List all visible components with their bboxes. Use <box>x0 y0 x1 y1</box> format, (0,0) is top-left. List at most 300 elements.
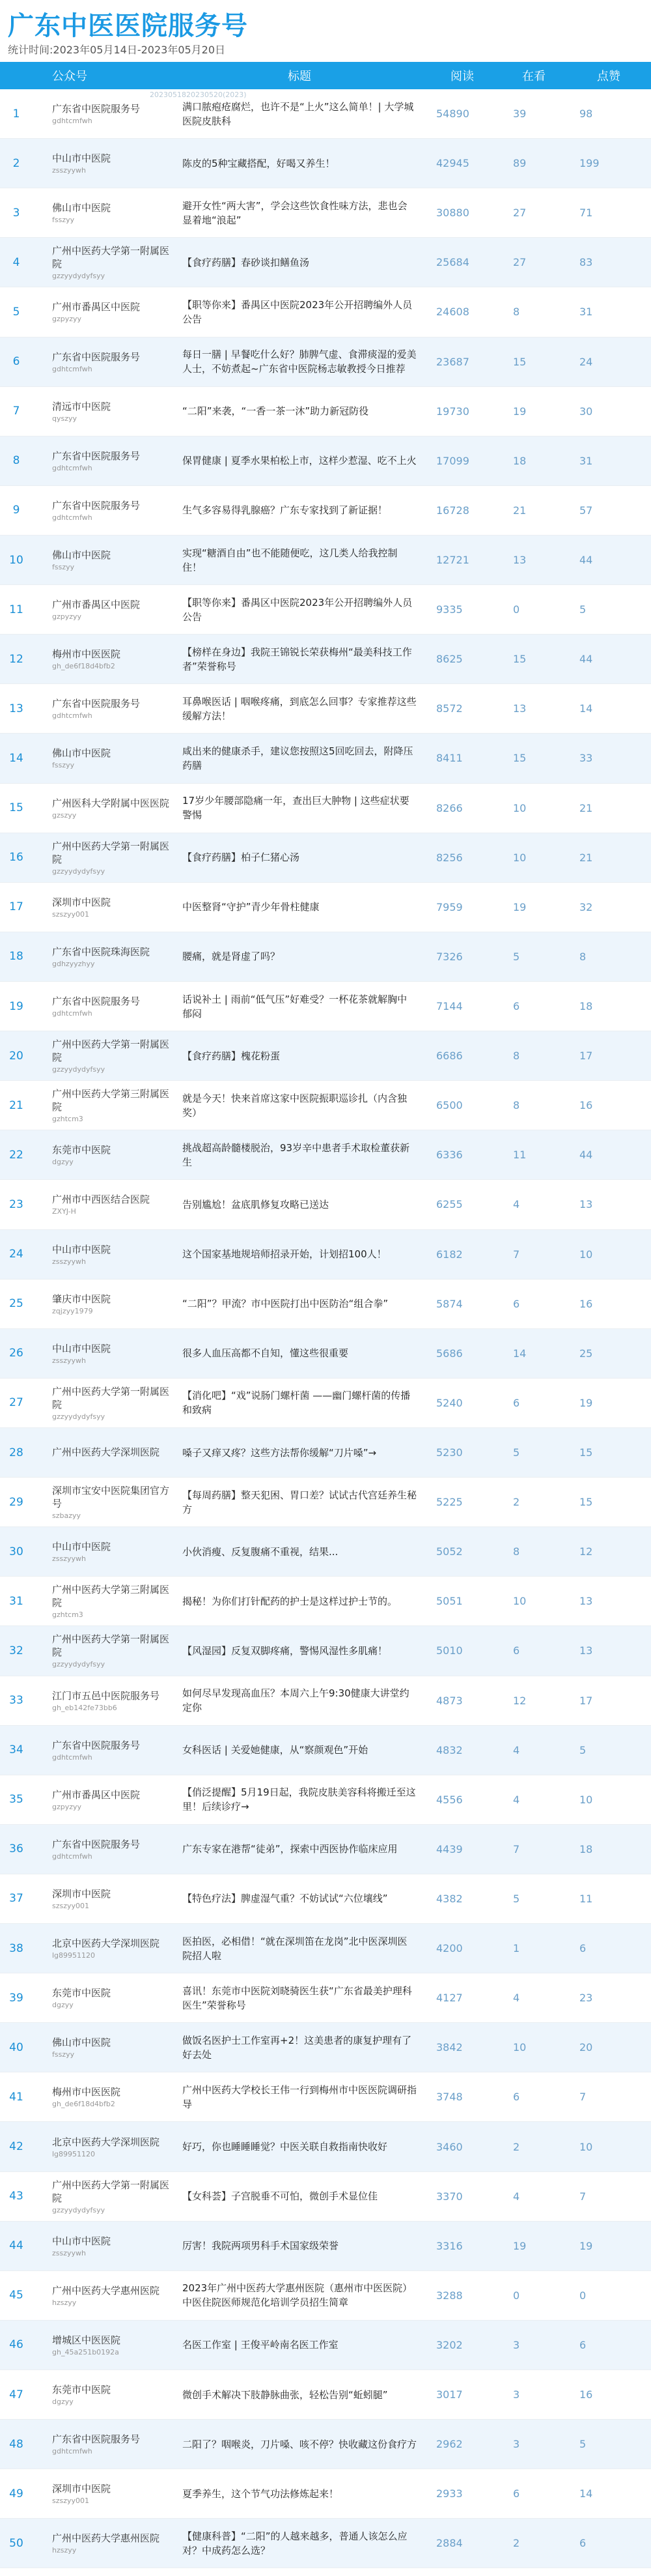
account-name[interactable]: 广东省中医院珠海医院 <box>52 945 150 958</box>
account-name[interactable]: 肇庆市中医院 <box>52 1293 111 1305</box>
table-row[interactable] <box>0 2469 651 2519</box>
account-id: gdhtcmfwh <box>52 1753 92 1762</box>
zai-count: 27 <box>513 256 527 269</box>
account-name[interactable]: 广东省中医院服务号 <box>52 1739 141 1751</box>
like-count: 18 <box>579 1000 593 1013</box>
read-count: 16728 <box>436 504 469 517</box>
table-row[interactable] <box>0 932 651 982</box>
table-row[interactable] <box>0 1180 651 1229</box>
read-count: 19730 <box>436 405 469 418</box>
table-row[interactable] <box>0 387 651 436</box>
account-id: dgzyy <box>52 2397 74 2407</box>
account-name[interactable]: 深圳市中医院 <box>52 1887 111 1900</box>
table-row[interactable] <box>0 1676 651 1726</box>
rank-number: 43 <box>9 2190 23 2203</box>
rank-number: 13 <box>9 702 23 715</box>
account-cell <box>33 2482 176 2505</box>
article-title-link[interactable]: 小伙消瘦、反复腹痛不重视，结果... <box>182 1545 339 1558</box>
like-count: 19 <box>579 2239 593 2252</box>
like-count: 14 <box>579 2487 593 2500</box>
account-id: szszyy001 <box>52 1901 90 1910</box>
account-name[interactable]: 广东省中医院服务号 <box>52 2433 141 2446</box>
zai-count: 13 <box>513 702 527 715</box>
account-cell <box>33 2036 176 2059</box>
article-title-link[interactable]: 【俏泛提醒】5月19日起，我院皮肤美容科将搬迁至这里！后续诊疗→ <box>182 1786 416 1813</box>
account-name[interactable]: 清远市中医院 <box>52 400 111 412</box>
like-count: 17 <box>579 1050 593 1063</box>
rank-number: 32 <box>9 1644 23 1657</box>
account-name[interactable]: 中山市中医院 <box>52 1342 111 1354</box>
rank-number: 29 <box>9 1495 23 1509</box>
zai-count: 4 <box>513 2190 520 2203</box>
read-count: 8625 <box>436 653 463 666</box>
zai-count: 7 <box>513 1842 520 1855</box>
account-cell <box>33 1143 176 1166</box>
rank-number: 18 <box>9 950 23 964</box>
read-count: 6500 <box>436 1099 463 1112</box>
account-cell <box>33 2433 176 2455</box>
table-row[interactable] <box>0 2122 651 2171</box>
account-name[interactable]: 佛山市中医院 <box>52 2037 111 2049</box>
account-name[interactable]: 佛山市中医院 <box>52 202 111 214</box>
article-title-link[interactable]: 女科医话 | 关爱她健康，从“察颜观色”开始 <box>182 1744 368 1756</box>
article-title-link[interactable]: 微创手术解决下肢静脉曲张，轻松告别“蚯蚓腿” <box>182 2388 388 2401</box>
table-row[interactable] <box>0 982 651 1031</box>
zai-count: 10 <box>513 1595 527 1608</box>
account-name[interactable]: 广州中医药大学惠州医院 <box>52 2284 160 2297</box>
table-row[interactable] <box>0 1230 651 1280</box>
zai-count: 5 <box>513 950 520 963</box>
account-id: gdhtcmfwh <box>52 364 92 373</box>
article-title-link[interactable]: 陈皮的5种宝藏搭配，好喝又养生！ <box>182 157 335 169</box>
zai-count: 8 <box>513 1050 520 1063</box>
account-id: lg89951120 <box>52 2149 96 2158</box>
article-title-link[interactable]: 咸出来的健康杀手，建议您按照这5回吃回去，附降压药膳 <box>182 745 413 771</box>
table-row[interactable] <box>0 536 651 585</box>
table-row[interactable] <box>0 585 651 635</box>
table-row[interactable] <box>0 635 651 684</box>
account-id: fsszyy <box>52 761 75 770</box>
rank-number: 48 <box>9 2437 23 2451</box>
account-name[interactable]: 增城区中医医院 <box>52 2334 121 2346</box>
rank-number: 5 <box>12 305 20 319</box>
account-name[interactable]: 广东省中医院服务号 <box>52 351 141 363</box>
account-cell <box>33 1293 176 1315</box>
read-count: 5874 <box>436 1297 463 1310</box>
account-id: gdhtcmfwh <box>52 117 92 126</box>
zai-count: 19 <box>513 2239 527 2252</box>
read-count: 4873 <box>436 1694 463 1707</box>
like-count: 14 <box>579 702 593 715</box>
article-title-link[interactable]: 广东专家在港帮“徒弟”，探索中西医协作临床应用 <box>182 1843 398 1855</box>
table-row[interactable] <box>0 1775 651 1825</box>
account-name[interactable]: 广州中医药大学深圳医院 <box>52 1446 160 1458</box>
read-count: 3288 <box>436 2289 463 2302</box>
article-title-link[interactable]: 名医工作室 | 王俊平岭南名医工作室 <box>182 2339 339 2351</box>
rank-number: 50 <box>9 2536 23 2550</box>
like-count: 71 <box>579 207 593 220</box>
rank-number: 47 <box>9 2388 23 2401</box>
like-count: 33 <box>579 752 593 765</box>
account-name[interactable]: 广东省中医院服务号 <box>52 995 141 1008</box>
account-cell <box>33 2179 176 2214</box>
article-title-link[interactable]: 【女科荟】子宫脱垂不可怕，微创手术显位佳 <box>182 2190 378 2203</box>
table-row[interactable] <box>0 2519 651 2568</box>
col-title-header: 标题 <box>288 70 311 83</box>
account-name[interactable]: 广州中医药大学惠州医院 <box>52 2532 160 2545</box>
article-title-link[interactable]: 2023年广州中医药大学惠州医院（惠州市中医医院）中医住院医师规范化培训学员招生简章 <box>182 2282 413 2309</box>
zai-count: 0 <box>513 2289 520 2302</box>
table-row[interactable] <box>0 1031 651 1081</box>
account-name[interactable]: 深圳市中医院 <box>52 2483 111 2495</box>
account-id: zsszyywh <box>52 166 86 175</box>
rank-number: 36 <box>9 1842 23 1856</box>
rank-number: 27 <box>9 1396 23 1410</box>
account-name[interactable]: 北京中医药大学深圳医院 <box>52 1938 160 1950</box>
table-row[interactable] <box>0 1081 651 1130</box>
account-id: zsszyywh <box>52 1356 86 1365</box>
account-name[interactable]: 广州市番禺区中医院 <box>52 599 141 611</box>
account-cell <box>33 697 176 720</box>
account-name[interactable]: 东莞市中医院 <box>52 1144 111 1156</box>
account-name[interactable]: 广州中医药大学第一附属医院 <box>52 1633 170 1659</box>
account-name[interactable]: 广州市中西医结合医院 <box>52 1194 150 1206</box>
table-row[interactable] <box>0 1577 651 1626</box>
account-cell <box>33 945 176 968</box>
table-row[interactable] <box>0 1428 651 1478</box>
table-row[interactable] <box>0 784 651 833</box>
account-name[interactable]: 深圳市宝安中医院集团官方号 <box>52 1485 170 1510</box>
article-title-link[interactable]: “二阳”？甲流？市中医院打出中医防治“组合拳” <box>182 1298 389 1310</box>
account-id: gzpyzyy <box>52 1802 82 1811</box>
account-name[interactable]: 东莞市中医院 <box>52 1987 111 1999</box>
zai-count: 3 <box>513 2438 520 2451</box>
zai-count: 0 <box>513 603 520 616</box>
account-name[interactable]: 江门市五邑中医院服务号 <box>52 1689 160 1702</box>
account-name[interactable]: 佛山市中医院 <box>52 549 111 562</box>
table-row[interactable] <box>0 1726 651 1775</box>
account-id: gzzyydydyfsyy <box>52 1660 105 1669</box>
article-title-link[interactable]: 耳鼻喉医话 | 咽喉疼痛，到底怎么回事？专家推荐这些缓解方法！ <box>182 695 417 722</box>
like-count: 6 <box>579 1942 587 1955</box>
article-title-link[interactable]: 【食疗药膳】春砂谈扣鳝鱼汤 <box>182 256 310 268</box>
rank-number: 42 <box>9 2140 23 2154</box>
article-title-link[interactable]: 17岁少年腰部隐痛一年，查出巨大肿物 | 这些症状要警惕 <box>182 795 409 822</box>
zai-count: 13 <box>513 554 527 567</box>
rank-number: 31 <box>9 1594 23 1608</box>
read-count: 5052 <box>436 1545 463 1558</box>
table-row[interactable] <box>0 2420 651 2469</box>
article-title-link[interactable]: 夏季养生，这个节气功法修炼起来！ <box>182 2487 339 2500</box>
account-cell <box>33 1484 176 1520</box>
article-title-link[interactable]: 很多人血压高都不自知，懂这些很重要 <box>182 1347 349 1360</box>
account-name[interactable]: 梅州市中医医院 <box>52 648 121 661</box>
account-cell <box>33 400 176 423</box>
rank-number: 8 <box>12 454 20 468</box>
table-row[interactable] <box>0 1973 651 2023</box>
zai-count: 2 <box>513 1496 520 1509</box>
table-row[interactable] <box>0 684 651 734</box>
account-name[interactable]: 广州中医药大学第一附属医院 <box>52 840 170 865</box>
zai-count: 8 <box>513 306 520 319</box>
table-row[interactable] <box>0 2222 651 2271</box>
table-row[interactable] <box>0 2370 651 2420</box>
account-cell <box>33 1038 176 1074</box>
article-title-link[interactable]: 如何尽早发现高血压？本周六上午9:30健康大讲堂约定你 <box>182 1687 409 1714</box>
account-cell <box>33 995 176 1018</box>
like-count: 15 <box>579 1496 593 1509</box>
read-count: 5051 <box>436 1595 463 1608</box>
account-cell <box>33 2284 176 2307</box>
table-row[interactable] <box>0 89 651 139</box>
zai-count: 39 <box>513 107 527 121</box>
account-name[interactable]: 广东省中医院服务号 <box>52 103 141 115</box>
account-id: zsszyywh <box>52 2248 86 2257</box>
account-name[interactable]: 佛山市中医院 <box>52 747 111 760</box>
article-title-link[interactable]: 挑战超高龄髓楼脱治，93岁辛中患者手术取检董获新生 <box>182 1141 410 1168</box>
article-title-link[interactable]: 腰痛，就是肾虚了吗？ <box>182 951 281 963</box>
read-count: 42945 <box>436 157 469 170</box>
rank-number: 25 <box>9 1297 23 1311</box>
account-name[interactable]: 广州中医药大学第一附属医院 <box>52 1038 170 1064</box>
account-cell <box>33 1937 176 1960</box>
table-row[interactable] <box>0 139 651 188</box>
article-title-link[interactable]: 实现“糖酒自由”也不能随便吃，这几类人给我控制住！ <box>182 547 398 573</box>
zai-count: 6 <box>513 1396 520 1409</box>
account-name[interactable]: 广东省中医院服务号 <box>52 499 141 511</box>
article-title-link[interactable]: 【每周药膳】整天犯困、胃口差？试试古代宫廷养生秘方 <box>182 1489 417 1515</box>
table-row[interactable] <box>0 1924 651 1973</box>
table-row[interactable] <box>0 1874 651 1924</box>
read-count: 6182 <box>436 1248 463 1261</box>
account-cell <box>33 1788 176 1811</box>
article-title-link[interactable]: 【健康科普】“二阳”的人越来越多，普通人该怎么应对？中成药怎么选？ <box>182 2530 408 2556</box>
account-name[interactable]: 广东省中医院服务号 <box>52 1838 141 1850</box>
article-title-link[interactable]: 嗓子又痒又疼？这些方法帮你缓解“刀片嗓”→ <box>182 1446 377 1459</box>
account-name[interactable]: 广东省中医院服务号 <box>52 698 141 710</box>
rank-number: 9 <box>12 504 20 517</box>
table-row[interactable] <box>0 1478 651 1527</box>
article-title-link[interactable]: 【风湿园】反复双脚疼痛，警惕风湿性多肌痛！ <box>182 1644 388 1657</box>
table-row[interactable] <box>0 833 651 883</box>
article-title-link[interactable]: 【榜样在身边】我院王锦锐长荣获梅州“最美科技工作者”荣誉称号 <box>182 646 412 672</box>
account-name[interactable]: 广州医科大学附属中医医院 <box>52 797 170 809</box>
stat-period: 统计时间:2023年05月14日-2023年05月20日 <box>8 44 226 56</box>
article-title-link[interactable]: 中医整肾“守护”青少年骨柱健康 <box>182 901 320 913</box>
table-row[interactable] <box>0 287 651 337</box>
article-title-link[interactable]: 告别尴尬！盆底肌修复攻略已送达 <box>182 1198 329 1210</box>
zai-count: 10 <box>513 801 527 814</box>
account-id: gzpyzyy <box>52 612 82 622</box>
zai-count: 5 <box>513 1892 520 1905</box>
account-id: gdhtcmfwh <box>52 1852 92 1861</box>
account-name[interactable]: 广州中医药大学第一附属医院 <box>52 1385 170 1410</box>
table-row[interactable] <box>0 2172 651 2222</box>
zai-count: 6 <box>513 1297 520 1310</box>
rank-number: 34 <box>9 1743 23 1757</box>
table-row[interactable] <box>0 1379 651 1428</box>
like-count: 16 <box>579 2388 593 2401</box>
read-count: 8256 <box>436 851 463 864</box>
article-title-link[interactable]: 满口脓疱疮腐烂，也许不是“上火”这么简单！| 大学城医院皮肤科 <box>182 100 414 127</box>
account-cell <box>33 797 176 820</box>
table-row[interactable] <box>0 1825 651 1874</box>
zai-count: 11 <box>513 1149 527 1162</box>
table-row[interactable] <box>0 436 651 486</box>
table-row[interactable] <box>0 2072 651 2122</box>
read-count: 3316 <box>436 2239 463 2252</box>
read-count: 2884 <box>436 2537 463 2550</box>
account-cell <box>33 1739 176 1762</box>
account-name[interactable]: 广州中医药大学第一附属医院 <box>52 245 170 270</box>
article-title-link[interactable]: 【食疗药膳】槐花粉蛋 <box>182 1050 281 1062</box>
article-title-link[interactable]: “二阳”来袭，“一香一茶一沐”助力新冠防役 <box>182 405 369 418</box>
rank-number: 19 <box>9 999 23 1013</box>
table-row[interactable] <box>0 2023 651 2072</box>
like-count: 44 <box>579 554 593 567</box>
table-row[interactable] <box>0 1280 651 1329</box>
account-id: gzpyzyy <box>52 315 82 324</box>
rank-number: 33 <box>9 1694 23 1708</box>
article-title-link[interactable]: 喜讯！东莞市中医院刘晓骑医生获“广东省最美护理科医生”荣誉称号 <box>182 1984 412 2011</box>
account-cell <box>33 2383 176 2406</box>
read-count: 17099 <box>436 454 469 467</box>
account-cell <box>33 351 176 373</box>
account-id: szszyy001 <box>52 2497 90 2506</box>
article-title-link[interactable]: 厉害！我院两项男科手术国家级荣誉 <box>182 2240 339 2252</box>
article-title-link[interactable]: 广州中医药大学校长王伟一行到梅州市中医医院调研指导 <box>182 2083 417 2110</box>
rank-number: 38 <box>9 1941 23 1955</box>
read-count: 3370 <box>436 2190 463 2203</box>
account-name[interactable]: 广州中医药大学第三附属医院 <box>52 1088 170 1113</box>
account-id: gzzyydydyfsyy <box>52 1412 105 1421</box>
read-count: 7326 <box>436 950 463 963</box>
account-name[interactable]: 中山市中医院 <box>52 2235 111 2247</box>
article-title-link[interactable]: 揭秘！为你们打针配药的护士是这样过护士节的。 <box>182 1595 398 1607</box>
article-title-link[interactable]: 就是今天！快来首席这家中医院振职巡诊扎（内含独奖） <box>182 1092 408 1119</box>
article-title-link[interactable]: 医拍医，必相借！“就在深圳笛在龙岗”北中医深圳医院招人啦 <box>182 1935 408 1962</box>
account-id: zsszyywh <box>52 1257 86 1266</box>
zai-count: 10 <box>513 851 527 864</box>
account-id: gzzyydydyfsyy <box>52 866 105 876</box>
account-name[interactable]: 中山市中医院 <box>52 1541 111 1553</box>
article-title-link[interactable]: 这个国家基地规培师招录开始，计划招100人！ <box>182 1248 387 1261</box>
article-title-link[interactable]: 保胃健康 | 夏季水果柏松上市，这样少惹湿、吃不上火 <box>182 455 417 467</box>
table-row[interactable] <box>0 734 651 783</box>
article-title-link[interactable]: 【职等你来】番禺区中医院2023年公开招聘编外人员公告 <box>182 298 413 325</box>
account-name[interactable]: 北京中医药大学深圳医院 <box>52 2136 160 2148</box>
account-name[interactable]: 深圳市中医院 <box>52 896 111 908</box>
account-id: gzhtcm3 <box>52 1115 83 1124</box>
account-id: zqjzyy1979 <box>52 1306 93 1315</box>
zai-count: 3 <box>513 2338 520 2351</box>
rank-number: 28 <box>9 1446 23 1459</box>
read-count: 6255 <box>436 1198 463 1211</box>
account-cell <box>33 2136 176 2158</box>
article-title-link[interactable]: 【消化吧】“戏”说肠门螺杆菌 ——幽门螺杆菌的传播和致病 <box>182 1390 411 1416</box>
account-name[interactable]: 东莞市中医院 <box>52 2384 111 2396</box>
account-name[interactable]: 广州中医药大学第一附属医院 <box>52 2179 170 2204</box>
rank-number: 20 <box>9 1049 23 1063</box>
zai-count: 6 <box>513 1644 520 1657</box>
read-count: 3202 <box>436 2338 463 2351</box>
like-count: 30 <box>579 405 593 418</box>
rank-number: 22 <box>9 1148 23 1162</box>
table-row[interactable] <box>0 1626 651 1676</box>
like-count: 21 <box>579 801 593 814</box>
article-title-link[interactable]: 避开女性“两大害”，学会这些饮食性味方法，悲也会显着地“浪起” <box>182 199 408 226</box>
account-cell <box>33 499 176 522</box>
table-row[interactable] <box>0 1527 651 1577</box>
account-name[interactable]: 广州市番禺区中医院 <box>52 1788 141 1801</box>
like-count: 199 <box>579 157 600 170</box>
table-row[interactable] <box>0 337 651 387</box>
table-row[interactable] <box>0 1329 651 1379</box>
account-id: szszyy001 <box>52 909 90 919</box>
article-title-link[interactable]: 每日一膳 | 早餐吃什么好？肺脾气虚、食滞痰湿的爱美人士，不妨煮起~广东省中医院杨志敏教授今日推荐 <box>182 349 417 375</box>
account-cell <box>33 1583 176 1619</box>
table-row[interactable] <box>0 2321 651 2370</box>
table-row[interactable] <box>0 2271 651 2321</box>
page-title: 广东中医医院服务号 <box>8 11 248 41</box>
col-like-header: 点赞 <box>597 70 620 83</box>
account-name[interactable]: 中山市中医院 <box>52 152 111 165</box>
table-row[interactable] <box>0 486 651 536</box>
account-id: gzhtcm3 <box>52 1610 83 1620</box>
article-title-link[interactable]: 二阳了？咽喉炎，刀片嗓、咳不停？快收藏这份食疗方 <box>182 2438 417 2450</box>
article-title-link[interactable]: 生气多容易得乳腺癌？广东专家找到了新证据！ <box>182 504 388 517</box>
article-title-link[interactable]: 好巧，你也睡睡睡觉？中医关联自救指南快收好 <box>182 2141 388 2153</box>
article-title-link[interactable]: 话说补土 | 雨前“低气压”好难受？一杯花茶就解胸中郁闷 <box>182 993 408 1020</box>
rank-number: 12 <box>9 652 23 666</box>
page-header <box>0 0 651 62</box>
rank-number: 16 <box>9 851 23 865</box>
account-cell <box>33 1838 176 1861</box>
account-name[interactable]: 广州中医药大学第三附属医院 <box>52 1584 170 1609</box>
zai-count: 19 <box>513 405 527 418</box>
like-count: 44 <box>579 1149 593 1162</box>
table-row[interactable] <box>0 188 651 238</box>
zai-count: 27 <box>513 207 527 220</box>
zai-count: 10 <box>513 2041 527 2054</box>
read-count: 3748 <box>436 2091 463 2104</box>
account-cell <box>33 300 176 323</box>
account-name[interactable]: 广州市番禺区中医院 <box>52 301 141 313</box>
account-name[interactable]: 中山市中医院 <box>52 1243 111 1255</box>
zai-count: 3 <box>513 2388 520 2401</box>
like-count: 44 <box>579 653 593 666</box>
table-row[interactable] <box>0 1130 651 1180</box>
article-title-link[interactable]: 【特色疗法】脾虚湿气重？不妨试试“六位壤线” <box>182 1893 388 1905</box>
table-row[interactable] <box>0 238 651 287</box>
rank-number: 37 <box>9 1892 23 1906</box>
article-title-link[interactable]: 做饭名医护士工作室再+2！这美患者的康复护理有了好去处 <box>182 2034 412 2061</box>
like-count: 18 <box>579 1842 593 1855</box>
rank-number: 3 <box>12 206 20 220</box>
rank-number: 10 <box>9 553 23 567</box>
account-name[interactable]: 广东省中医院服务号 <box>52 450 141 462</box>
table-row[interactable] <box>0 883 651 932</box>
like-count: 7 <box>579 2091 587 2104</box>
article-title-link[interactable]: 【食疗药膳】柏子仁猪心汤 <box>182 852 300 864</box>
rank-number: 46 <box>9 2338 23 2352</box>
article-title-link[interactable]: 【职等你来】番禺区中医院2023年公开招聘编外人员公告 <box>182 596 413 623</box>
account-name[interactable]: 梅州市中医医院 <box>52 2086 121 2098</box>
rank-number: 21 <box>9 1098 23 1112</box>
account-id: szbazyy <box>52 1511 81 1521</box>
read-count: 30880 <box>436 207 469 220</box>
read-count: 3017 <box>436 2388 463 2401</box>
